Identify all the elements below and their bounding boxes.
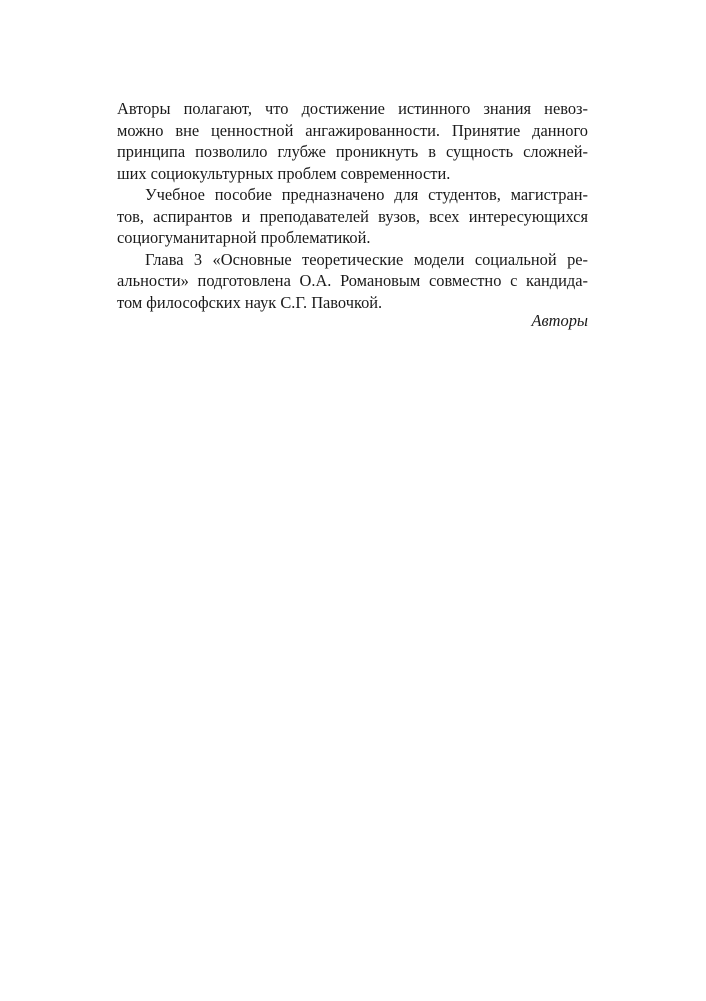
paragraph (117, 249, 588, 314)
paragraph (117, 184, 588, 249)
text-line: принципа позволило глубже проникнуть в сущность сложней- (117, 142, 588, 161)
paragraph (117, 98, 588, 184)
text-line: Глава 3 «Основные теоретические модели социальной ре- (145, 249, 588, 269)
text-line: тов, аспирантов и преподавателей вузов, всех интересующихся (117, 206, 588, 226)
text-line: Авторы полагают, что достижение истинного знания невоз- (117, 99, 588, 118)
text-line: Учебное пособие предназначено для студентов, магистран- (145, 185, 588, 204)
body-text (117, 98, 588, 313)
text-line: можно вне ценностной ангажированности. Принятие данного (117, 120, 588, 140)
signature: Авторы (531, 311, 588, 330)
text-line: том философских наук С.Г. Павочкой. (117, 292, 383, 312)
text-line: альности» подготовлена О.А. Романовым совместно с кандида- (117, 271, 588, 290)
text-line: социогуманитарной проблематикой. (117, 228, 371, 247)
text-line: ших социокультурных проблем современности. (117, 163, 451, 183)
